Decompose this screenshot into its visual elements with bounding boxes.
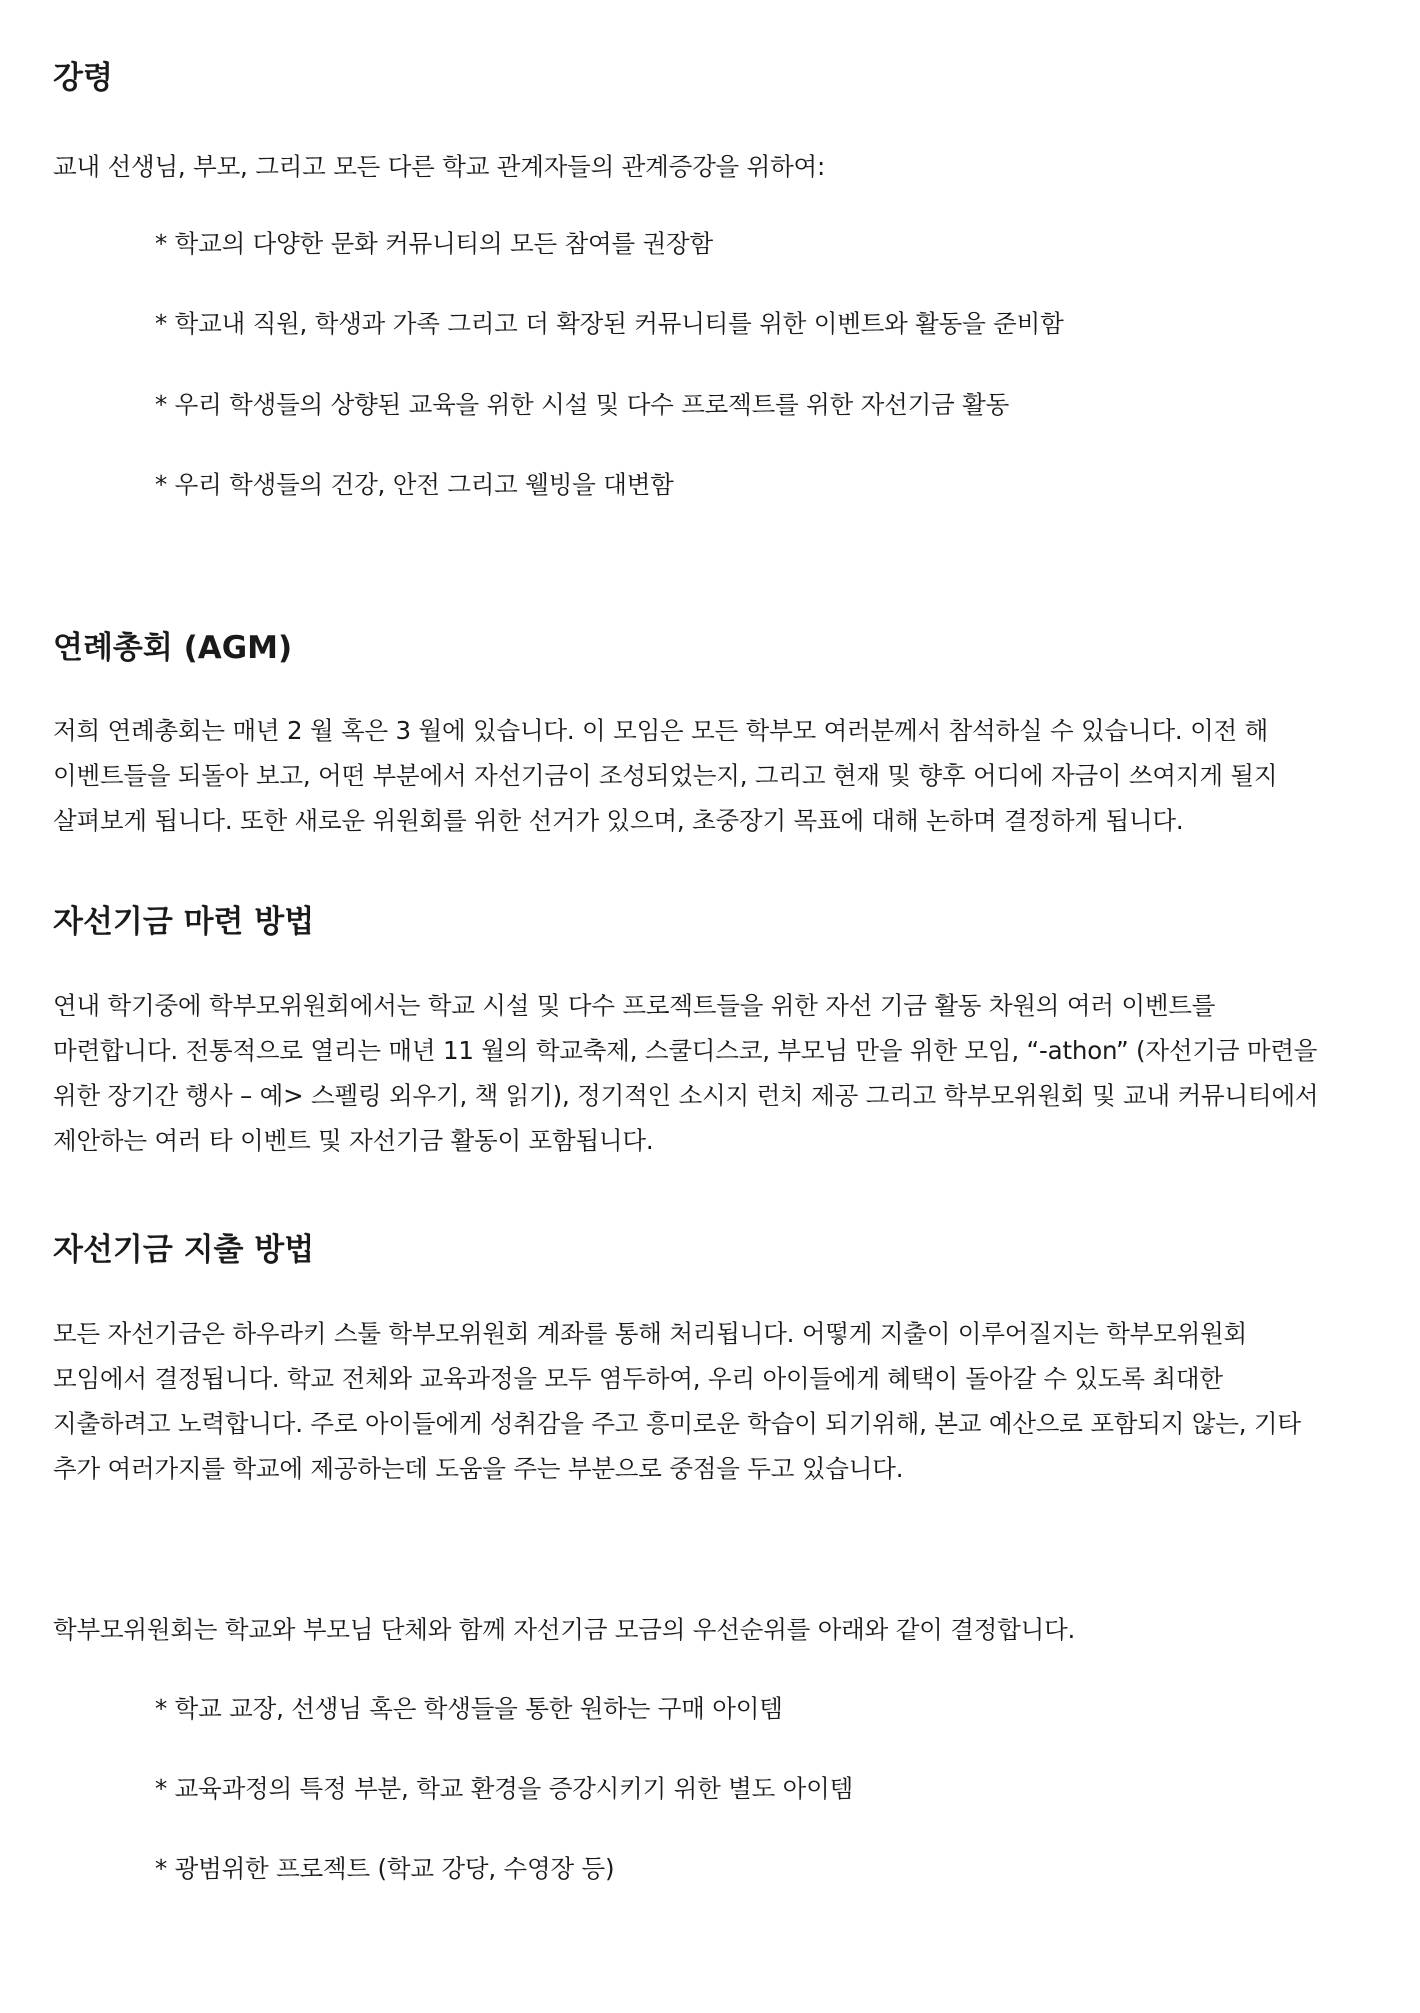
agm-line-2: 이벤트들을 되돌아 보고, 어떤 부분에서 자선기금이 조성되었는지, 그리고 현재 및 향후 어디에 자금이 쓰여지게 될지 xyxy=(53,761,1278,790)
purpose-heading: 강령 xyxy=(53,60,113,96)
purpose-bullet-1: * 학교의 다양한 문화 커뮤니티의 모든 참여를 권장함 xyxy=(155,229,713,258)
purpose-bullet-4: * 우리 학생들의 건강, 안전 그리고 웰빙을 대변함 xyxy=(155,470,674,499)
fundraising-line-3: 위한 장기간 행사 – 예> 스펠링 외우기, 책 읽기), 정기적인 소시지 런치 제공 그리고 학부모위원회 및 교내 커뮤니티에서 xyxy=(53,1081,1319,1110)
agm-line-1: 저희 연례총회는 매년 2 월 혹은 3 월에 있습니다. 이 모임은 모든 학부모 여러분께서 참석하실 수 있습니다. 이전 해 xyxy=(53,716,1269,745)
spending-line-2: 모임에서 결정됩니다. 학교 전체와 교육과정을 모두 염두하여, 우리 아이들에게 혜택이 돌아갈 수 있도록 최대한 xyxy=(53,1364,1223,1393)
fundraising-paragraph xyxy=(53,983,1393,1163)
spending-line-4: 추가 여러가지를 학교에 제공하는데 도움을 주는 부분으로 중점을 두고 있습니다. xyxy=(53,1454,904,1483)
spending-line-3: 지출하려고 노력합니다. 주로 아이들에게 성취감을 주고 흥미로운 학습이 되기위해, 본교 예산으로 포함되지 않는, 기타 xyxy=(53,1409,1301,1438)
priorities-bullet-3: * 광범위한 프로젝트 (학교 강당, 수영장 등) xyxy=(155,1854,615,1883)
spending-line-1: 모든 자선기금은 하우라키 스툴 학부모위원회 계좌를 통해 처리됩니다. 어떻게 지출이 이루어질지는 학부모위원회 xyxy=(53,1319,1247,1348)
fundraising-line-2: 마련합니다. 전통적으로 열리는 매년 11 월의 학교축제, 스쿨디스코, 부모님 만을 위한 모임, “-athon” (자선기금 마련을 xyxy=(53,1036,1318,1065)
purpose-intro: 교내 선생님, 부모, 그리고 모든 다른 학교 관계자들의 관계증강을 위하여: xyxy=(53,152,826,181)
spending-heading: 자선기금 지출 방법 xyxy=(53,1232,315,1268)
spending-paragraph xyxy=(53,1311,1393,1491)
purpose-bullet-3: * 우리 학생들의 상향된 교육을 위한 시설 및 다수 프로젝트를 위한 자선기금 활동 xyxy=(155,390,1010,419)
agm-line-3: 살펴보게 됩니다. 또한 새로운 위원회를 위한 선거가 있으며, 초중장기 목표에 대해 논하며 결정하게 됩니다. xyxy=(53,806,1184,835)
purpose-bullet-2: * 학교내 직원, 학생과 가족 그리고 더 확장된 커뮤니티를 위한 이벤트와 활동을 준비함 xyxy=(155,309,1064,338)
agm-heading: 연례총회 (AGM) xyxy=(53,630,293,666)
fundraising-heading: 자선기금 마련 방법 xyxy=(53,904,315,940)
priorities-bullet-2: * 교육과정의 특정 부분, 학교 환경을 증강시키기 위한 별도 아이템 xyxy=(155,1774,854,1803)
fundraising-line-4: 제안하는 여러 타 이벤트 및 자선기금 활동이 포함됩니다. xyxy=(53,1126,654,1155)
priorities-intro: 학부모위원회는 학교와 부모님 단체와 함께 자선기금 모금의 우선순위를 아래와 같이 결정합니다. xyxy=(53,1615,1076,1644)
priorities-bullet-1: * 학교 교장, 선생님 혹은 학생들을 통한 원하는 구매 아이템 xyxy=(155,1694,783,1723)
agm-paragraph xyxy=(53,708,1393,843)
fundraising-line-1: 연내 학기중에 학부모위원회에서는 학교 시설 및 다수 프로젝트들을 위한 자선 기금 활동 차원의 여러 이벤트를 xyxy=(53,991,1216,1020)
